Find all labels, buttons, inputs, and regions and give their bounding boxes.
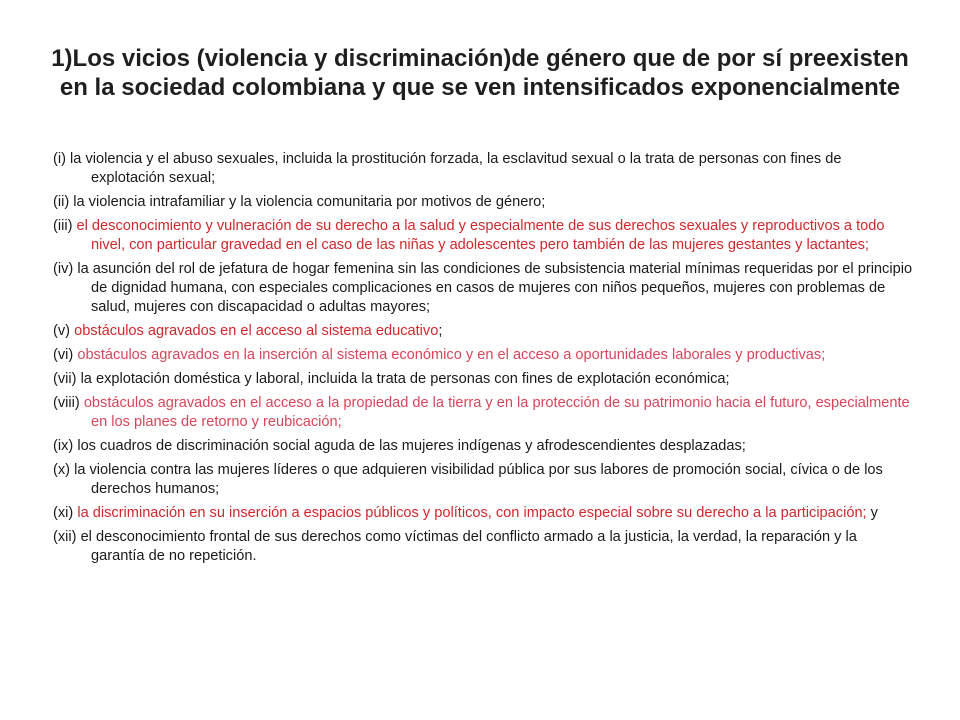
item-marker: (ix) — [53, 438, 78, 454]
list-item — [53, 322, 913, 341]
item-text: obstáculos agravados en el acceso a la propiedad de la tierra y en la protección de su patrimonio hacia el futuro, especialmente en los planes de retorno y reubicación; — [83, 395, 910, 430]
list-item — [53, 528, 913, 566]
item-marker: (xii) — [53, 529, 81, 545]
list-item — [53, 193, 913, 212]
item-marker: (i) — [53, 151, 71, 167]
item-text: la asunción del rol de jefatura de hogar femenina sin las condiciones de subsistencia material mínimas requeridas por el principio de dignidad humana, con especiales complicaciones en casos de mujeres con niños pequeños, mujeres con problemas de salud, mujeres con discapacidad o adultas mayores; — [77, 261, 913, 315]
list-item — [53, 461, 913, 499]
item-text: el desconocimiento y vulneración de su derecho a la salud y especialmente de sus derechos sexuales y reproductivos a todo nivel, con particular gravedad en el caso de las niñas y adolescentes pero también de las mujeres gestantes y lactantes; — [76, 218, 885, 253]
item-tail: ; — [438, 323, 443, 339]
list-item — [53, 217, 913, 255]
item-marker: (xi) — [53, 505, 78, 521]
item-marker: (v) — [53, 323, 75, 339]
item-text: la violencia y el abuso sexuales, incluida la prostitución forzada, la esclavitud sexual o la trata de personas con fines de explotación sexual; — [70, 151, 842, 186]
item-text: obstáculos agravados en la inserción al sistema económico y en el acceso a oportunidades laborales y productivas; — [77, 347, 826, 363]
item-marker: (iv) — [53, 261, 78, 277]
item-marker: (vii) — [53, 371, 81, 387]
item-tail: y — [866, 505, 878, 521]
item-text: la discriminación en su inserción a espacios públicos y políticos, con impacto especial sobre su derecho a la participación; — [77, 505, 867, 521]
list-item — [53, 346, 913, 365]
item-text: los cuadros de discriminación social aguda de las mujeres indígenas y afrodescendientes desplazadas; — [77, 438, 746, 454]
item-marker: (x) — [53, 462, 75, 478]
item-text: obstáculos agravados en el acceso al sistema educativo — [74, 323, 439, 339]
item-text: la violencia intrafamiliar y la violencia comunitaria por motivos de género; — [73, 194, 546, 210]
item-marker: (iii) — [53, 218, 77, 234]
list-item — [53, 370, 913, 389]
item-marker: (vi) — [53, 347, 78, 363]
list-item — [53, 394, 913, 432]
slide-title: 1)Los vicios (violencia y discriminación)de género que de por sí preexisten en la sociedad colombiana y que se ven intensificados exponencialmente — [51, 45, 909, 101]
item-list — [53, 150, 913, 571]
item-marker: (viii) — [53, 395, 84, 411]
list-item — [53, 504, 913, 523]
list-item — [53, 437, 913, 456]
item-marker: (ii) — [53, 194, 74, 210]
list-item — [53, 150, 913, 188]
item-text: la explotación doméstica y laboral, incluida la trata de personas con fines de explotación económica; — [80, 371, 730, 387]
list-item — [53, 260, 913, 317]
item-text: el desconocimiento frontal de sus derechos como víctimas del conflicto armado a la justicia, la verdad, la reparación y la garantía de no repetición. — [80, 529, 857, 564]
item-text: la violencia contra las mujeres líderes o que adquieren visibilidad pública por sus labores de promoción social, cívica o de los derechos humanos; — [74, 462, 883, 497]
